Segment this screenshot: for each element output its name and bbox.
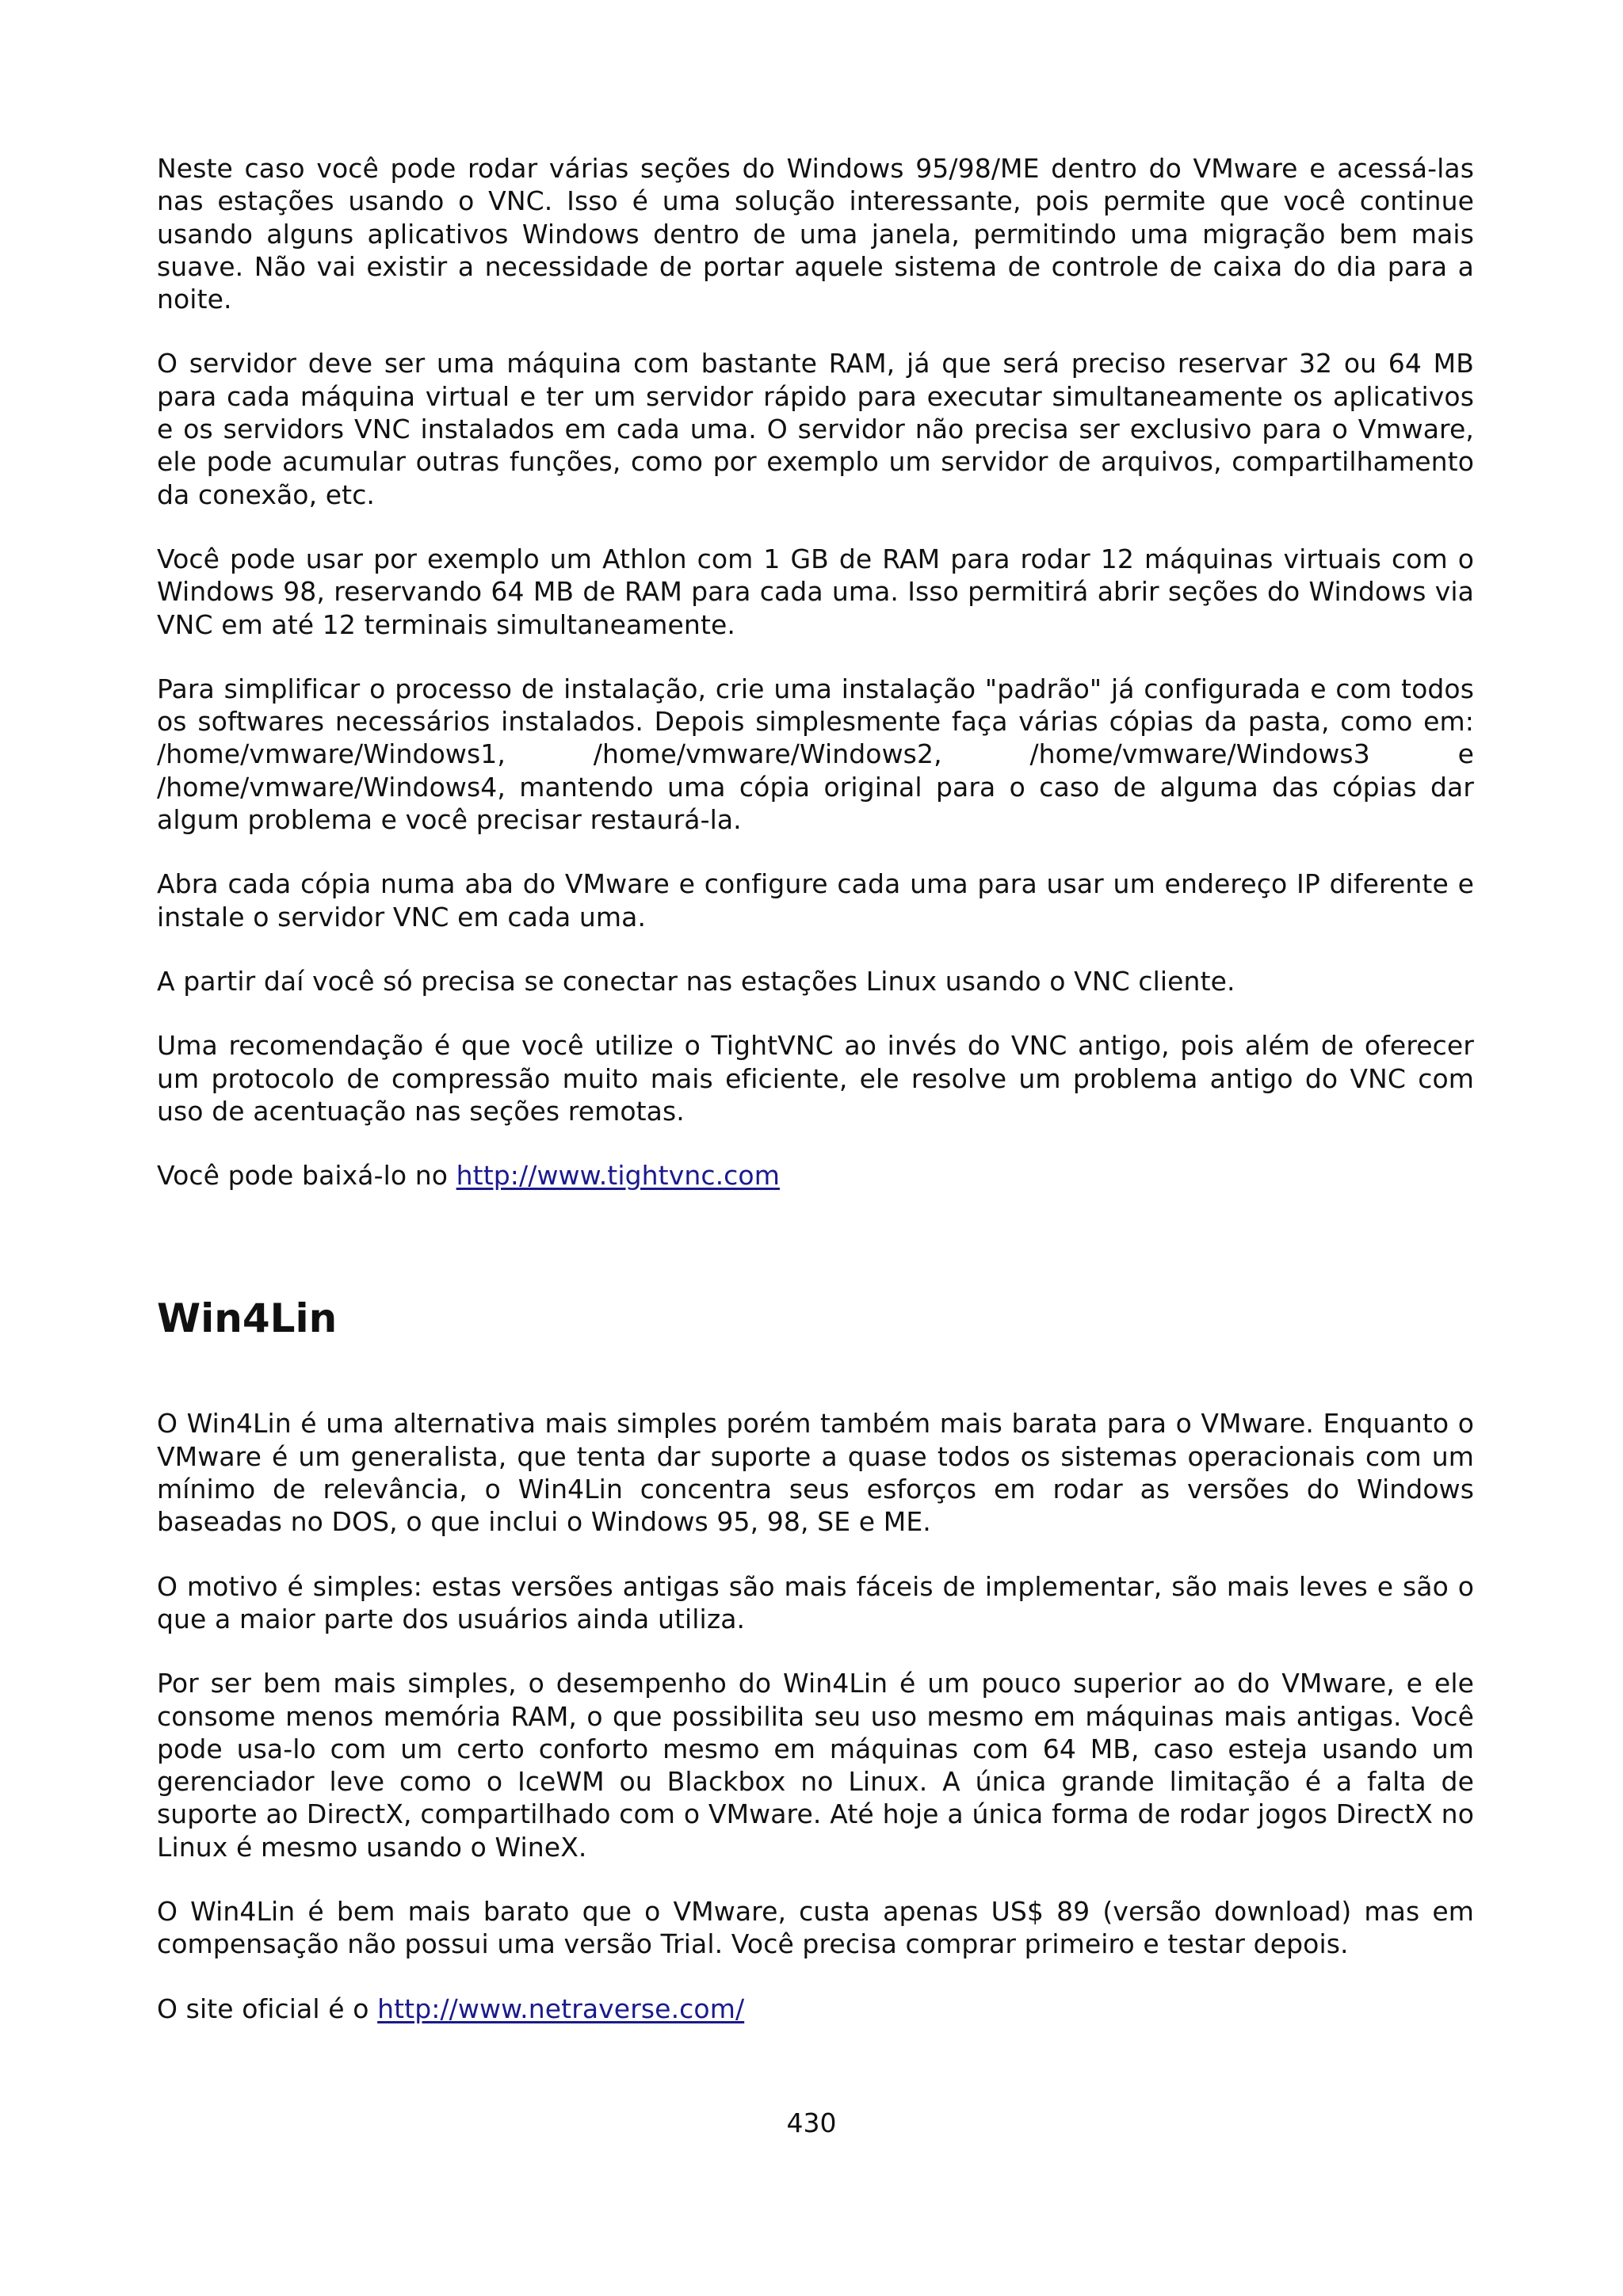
page-number: 430 xyxy=(786,2107,837,2138)
section-heading-win4lin: Win4Lin xyxy=(157,1295,338,1342)
paragraph-connect-stations: A partir daí você só precisa se conectar nas estações Linux usando o VNC cliente. xyxy=(157,965,1235,997)
paragraph-install-copies: Para simplificar o processo de instalação, crie uma instalação "padrão" já configurada e com todos os softwares necessários instalados. Depois simplesmente faça várias cópias da pasta, como em: /home/vmware/Windows1, /home/vmware/Windows2, /home/vmware/Windows3 e /home/vmware/Windows4, mantendo uma cópia original para o caso de alguma das cópias dar algum problema e você precisar restaurá-la. xyxy=(157,673,1474,836)
paragraph-win4lin-price: O Win4Lin é bem mais barato que o VMware, custa apenas US$ 89 (versão download) mas em compensação não possui uma versão Trial. Você precisa comprar primeiro e testar depois. xyxy=(157,1895,1474,1960)
paragraph-win4lin-reason: O motivo é simples: estas versões antigas são mais fáceis de implementar, são mais leves e são o que a maior parte dos usuários ainda utiliza. xyxy=(157,1570,1474,1634)
paragraph-athlon-example: Você pode usar por exemplo um Athlon com 1 GB de RAM para rodar 12 máquinas virtuais com o Windows 98, reservando 64 MB de RAM para cada uma. Isso permitirá abrir seções do Windows via VNC em até 12 terminais simultaneamente. xyxy=(157,543,1474,640)
paragraph-tightvnc-recommendation: Uma recomendação é que você utilize o TightVNC ao invés do VNC antigo, pois além de oferecer um protocolo de compressão muito mais eficiente, ele resolve um problema antigo do VNC com uso de acentuação nas seções remotas. xyxy=(157,1030,1474,1127)
paragraph-download-tightvnc xyxy=(157,1159,1474,1192)
paragraph-win4lin-intro: O Win4Lin é uma alternativa mais simples porém também mais barata para o VMware. Enquanto o VMware é um generalista, que tenta dar suporte a quase todos os sistemas operacionais com um mínimo de relevância, o Win4Lin concentra seus esforços em rodar as versões do Windows baseadas no DOS, o que inclui o Windows 95, 98, SE e ME. xyxy=(157,1408,1474,1538)
site-prefix: O site oficial é o xyxy=(157,1993,378,2024)
paragraph-server-ram: O servidor deve ser uma máquina com bastante RAM, já que será preciso reservar 32 ou 64 MB para cada máquina virtual e ter um servidor rápido para executar simultaneamente os aplicativos e os servidors VNC instalados em cada uma. O servidor não precisa ser exclusivo para o Vmware, ele pode acumular outras funções, como por exemplo um servidor de arquivos, compartilhamento da conexão, etc. xyxy=(157,348,1474,510)
paragraph-configure-ip: Abra cada cópia numa aba do VMware e configure cada uma para usar um endereço IP diferente e instale o servidor VNC em cada uma. xyxy=(157,868,1474,933)
netraverse-link[interactable]: http://www.netraverse.com/ xyxy=(377,1993,745,2024)
tightvnc-link[interactable]: http://www.tightvnc.com xyxy=(456,1160,780,1192)
document-page xyxy=(157,152,1474,2057)
download-prefix: Você pode baixá-lo no xyxy=(157,1160,456,1192)
paragraph-official-site xyxy=(157,1993,1474,2025)
spacer xyxy=(157,1223,1474,1295)
paragraph-vmware-vnc: Neste caso você pode rodar várias seções do Windows 95/98/ME dentro do VMware e acessá-las nas estações usando o VNC. Isso é uma solução interessante, pois permite que você continue usando alguns aplicativos Windows dentro de uma janela, permitindo uma migração bem mais suave. Não vai existir a necessidade de portar aquele sistema de controle de caixa do dia para a noite. xyxy=(157,153,1474,315)
paragraph-win4lin-performance: Por ser bem mais simples, o desempenho do Win4Lin é um pouco superior ao do VMware, e ele consome menos memória RAM, o que possibilita seu uso mesmo em máquinas mais antigas. Você pode usa-lo com um certo conforto mesmo em máquinas com 64 MB, caso esteja usando um gerenciador leve como o IceWM ou Blackbox no Linux. A única grande limitação é a falta de suporte ao DirectX, compartilhado com o VMware. Até hoje a única forma de rodar jogos DirectX no Linux é mesmo usando o WineX. xyxy=(157,1668,1474,1863)
